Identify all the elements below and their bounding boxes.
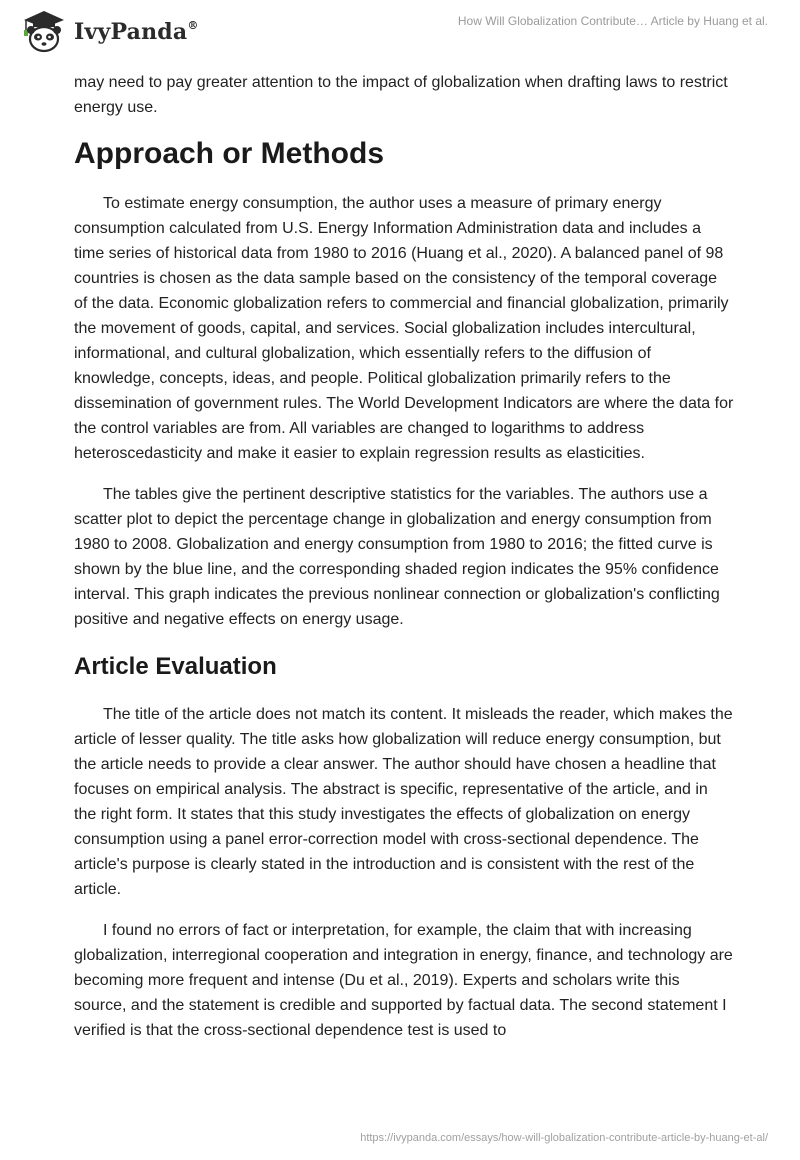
document-title: How Will Globalization Contribute… Article by Huang et al. — [457, 14, 768, 28]
brand-logo[interactable] — [14, 8, 199, 54]
source-url[interactable]: https://ivypanda.com/essays/how-will-globalization-contribute-article-by-huang-et-al/ — [360, 1132, 768, 1144]
brand-name: IvyPanda® — [74, 18, 199, 45]
paragraph: To estimate energy consumption, the author uses a measure of primary energy consumption calculated from U.S. Energy Information Administration data and includes a time series of historical data from 1980 to 2016 (Huang et al., 2020). A balanced panel of 98 countries is chosen as the data sample based on the consistency of the temporal coverage of the data. Economic globalization refers to commercial and financial globalization, primarily the movement of goods, capital, and services. Social globalization includes intercultural, informational, and cultural globalization, which essentially refers to the diffusion of knowledge, concepts, ideas, and people. Political globalization primarily refers to the dissemination of government rules. The World Development Indicators are where the data for the control variables are from. All variables are changed to logarithms to address heteroscedasticity and make it easier to explain regression results as elasticities. — [74, 195, 734, 462]
paragraph: The title of the article does not match its content. It misleads the reader, which makes the article of lesser quality. The title asks how globalization will reduce energy consumption, but the article needs to provide a clear answer. The author should have chosen a headline that focuses on empirical analysis. The abstract is specific, representative of the article, and in the right form. It states that this study investigates the effects of globalization on energy consumption using a panel error-correction model with cross-sectional dependence. The article's purpose is clearly stated in the introduction and is consistent with the rest of the article. — [74, 706, 733, 898]
paragraph: I found no errors of fact or interpretation, for example, the claim that with increasing globalization, interregional cooperation and integration in energy, finance, and technology are becoming more frequent and intense (Du et al., 2019). Experts and scholars write this source, and the statement is credible and supported by factual data. The second statement I verified is that the cross-sectional dependence test is used to — [74, 922, 733, 1039]
panda-graduate-icon — [14, 8, 70, 54]
article-content — [74, 70, 734, 1059]
section-heading-evaluation: Article Evaluation — [74, 653, 277, 680]
intro-paragraph: may need to pay greater attention to the impact of globalization when drafting laws to restrict energy use. — [74, 74, 728, 116]
section-heading-approach: Approach or Methods — [74, 137, 385, 170]
page-header — [0, 0, 800, 64]
paragraph: The tables give the pertinent descriptive statistics for the variables. The authors use a scatter plot to depict the percentage change in globalization and energy consumption from 1980 to 2008. Globalization and energy consumption from 1980 to 2016; the fitted curve is shown by the blue line, and the corresponding shaded region indicates the 95% confidence interval. This graph indicates the previous nonlinear connection or globalization's conflicting positive and negative effects on energy usage. — [74, 486, 720, 628]
